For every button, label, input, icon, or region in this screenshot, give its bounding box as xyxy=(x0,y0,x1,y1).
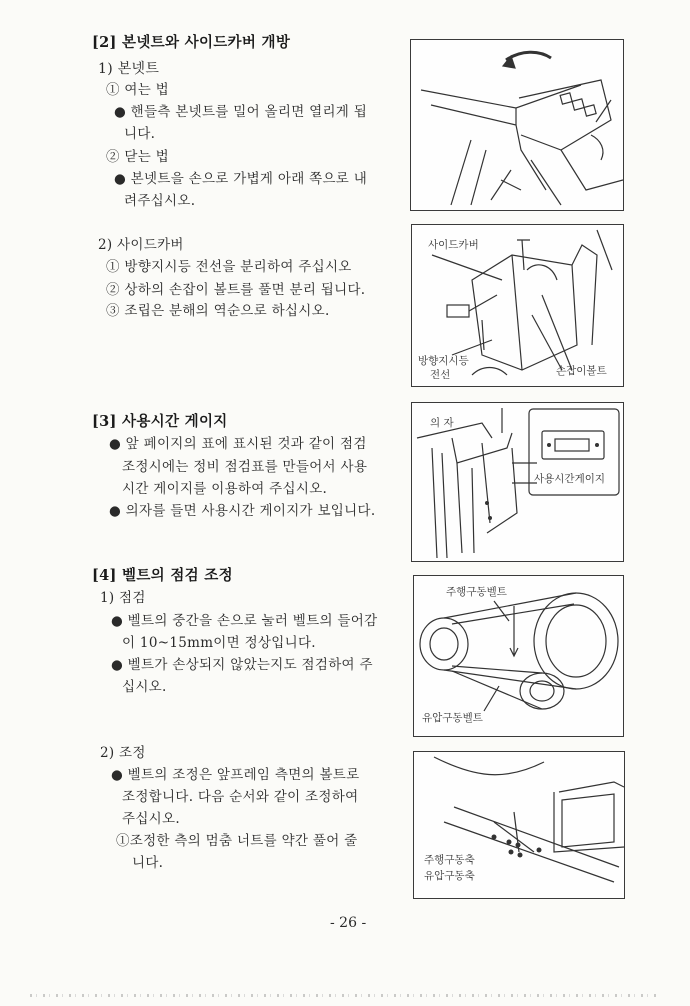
close-method-text-1: ● 본넷트을 손으로 가볍게 아래 쪽으로 내 xyxy=(114,171,368,187)
hour-gauge-text-2: 조정시에는 정비 점검표를 만들어서 사용 xyxy=(122,459,368,475)
section-3-title: [3] 사용시간 게이지 xyxy=(92,413,228,430)
adjustment-step-1a: ①조정한 측의 멈춤 너트를 약간 풀어 줄 xyxy=(116,833,358,849)
adjustment-text-2: 조정합니다. 다음 순서와 같이 조정하여 xyxy=(122,789,359,805)
section-4-title: [4] 벨트의 점검 조정 xyxy=(92,567,233,584)
label-hour-gauge: 사용시간게이지 xyxy=(534,473,606,485)
label-drive-shaft: 주행구동축 xyxy=(424,854,475,866)
adjustment-step-1b: 니다. xyxy=(132,855,164,871)
section-2-title: [2] 본넷트와 사이드카버 개방 xyxy=(92,34,291,51)
label-side-cover: 사이드카버 xyxy=(428,239,479,251)
adjustment-text-1: ● 벨트의 조정은 앞프레임 측면의 볼트로 xyxy=(111,767,360,783)
hour-gauge-text-1: ● 앞 페이지의 표에 표시된 것과 같이 점검 xyxy=(109,436,367,452)
subsection-adjustment: 2) 조정 xyxy=(100,745,146,761)
subsection-side-cover: 2) 사이드카버 xyxy=(98,237,184,253)
bonnet-illustration xyxy=(410,39,624,211)
inspection-text-3: ● 벨트가 손상되지 않았는지도 점검하여 주 xyxy=(111,657,373,673)
belt-adjust-illustration xyxy=(413,751,625,899)
hour-gauge-illustration xyxy=(411,402,624,562)
side-cover-step-3: ③ 조립은 분해의 역순으로 하십시오. xyxy=(106,303,330,319)
side-cover-step-1: ① 방향지시등 전선을 분리하여 주십시오 xyxy=(106,259,352,275)
side-cover-step-2: ② 상하의 손잡이 볼트를 풀면 분리 됩니다. xyxy=(106,282,366,298)
scan-artifact-line xyxy=(30,994,660,997)
open-method-heading: ① 여는 법 xyxy=(106,82,170,98)
inspection-text-4: 십시오. xyxy=(122,679,167,695)
label-hydraulic-belt: 유압구동벨트 xyxy=(422,712,483,724)
close-method-text-2: 려주십시오. xyxy=(124,193,196,209)
hour-gauge-text-3: 시간 게이지를 이용하여 주십시오. xyxy=(122,481,328,497)
label-seat: 의 자 xyxy=(430,417,454,429)
label-hydraulic-shaft: 유압구동축 xyxy=(424,870,475,882)
adjustment-text-3: 주십시오. xyxy=(122,811,180,827)
belt-illustration xyxy=(413,575,624,737)
hour-gauge-text-4: ● 의자를 들면 사용시간 게이지가 보입니다. xyxy=(109,503,376,519)
close-method-heading: ② 닫는 법 xyxy=(106,149,170,165)
label-wire: 전선 xyxy=(430,369,451,381)
open-method-text-1: ● 핸들측 본넷트를 밀어 올리면 열리게 됩 xyxy=(114,104,368,120)
subsection-bonnet: 1) 본넷트 xyxy=(98,61,160,77)
subsection-inspection: 1) 점검 xyxy=(100,590,146,606)
page-number: - 26 - xyxy=(330,915,367,931)
label-turn-signal: 방향지시등 xyxy=(418,355,469,367)
open-method-text-2: 니다. xyxy=(124,126,156,142)
label-handle-bolt: 손잡이볼트 xyxy=(556,365,607,377)
inspection-text-2: 이 10~15mm이면 정상입니다. xyxy=(122,635,316,651)
inspection-text-1: ● 벨트의 중간을 손으로 눌러 벨트의 들어감 xyxy=(111,613,378,629)
side-cover-illustration xyxy=(411,224,624,387)
label-drive-belt: 주행구동벨트 xyxy=(446,586,507,598)
